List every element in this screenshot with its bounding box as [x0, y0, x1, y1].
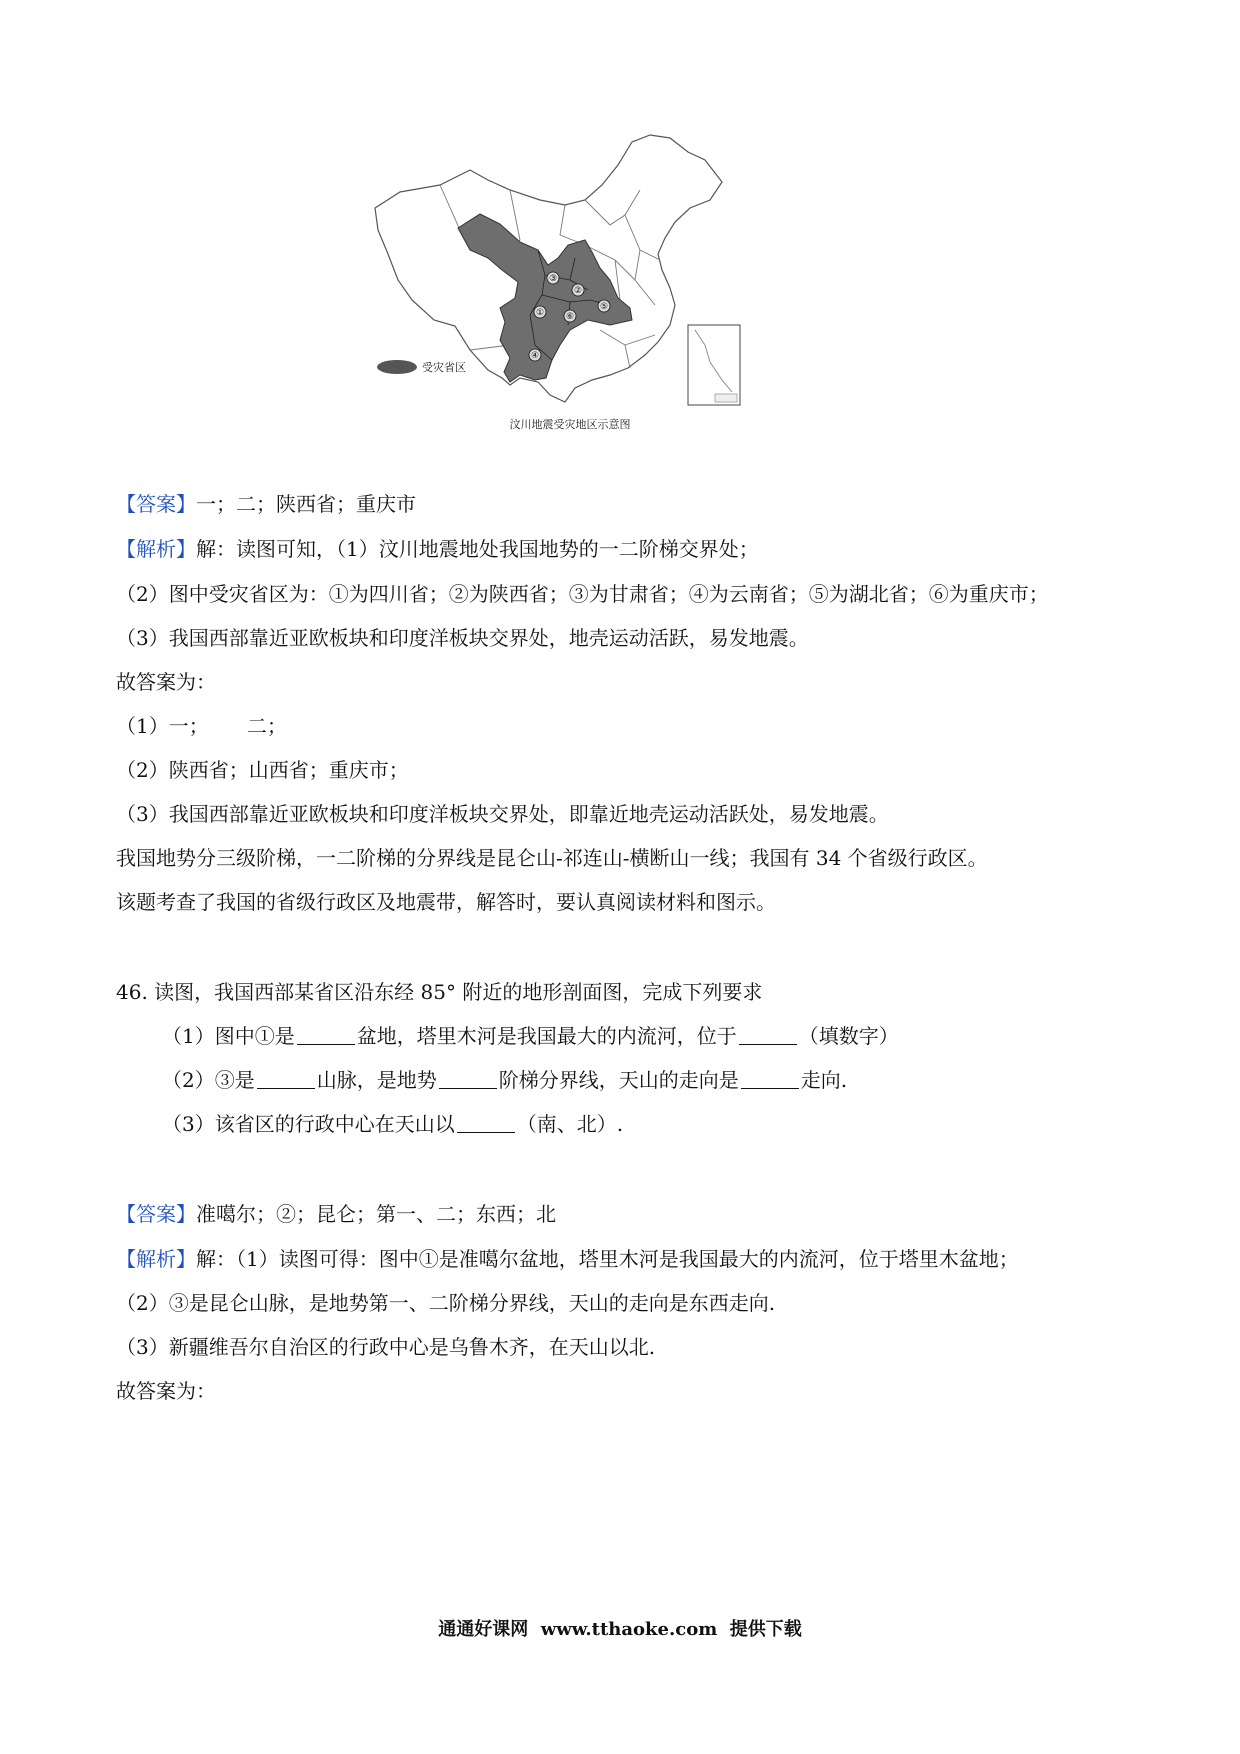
- legend-label: 受灾省区: [422, 361, 466, 374]
- figure-caption: 汶川地震受灾地区示意图: [509, 418, 631, 431]
- svg-text:④: ④: [530, 351, 540, 361]
- marker-2: [572, 284, 584, 296]
- svg-text:②: ②: [573, 286, 583, 296]
- answer-text: 一；二；陕西省；重庆市: [196, 492, 416, 516]
- q46-line-3: （3）新疆维吾尔自治区的行政中心是乌鲁木齐，在天山以北.: [116, 1335, 656, 1359]
- analysis-text: 解：（1）读图可得：图中①是准噶尔盆地，塔里木河是我国最大的内流河，位于塔里木盆地；: [196, 1247, 1019, 1271]
- analysis-text: 解：读图可知，（1）汶川地震地处我国地势的一二阶梯交界处；: [196, 537, 759, 561]
- svg-text:③: ③: [548, 274, 558, 284]
- marker-6: [564, 310, 576, 322]
- q45-line-5: （1）一； 二；: [116, 714, 287, 738]
- legend-swatch: [377, 360, 417, 374]
- page-footer: 通通好课网 www.tthaoke.com 提供下载: [438, 1619, 802, 1640]
- q45-line-4: 故答案为：: [116, 670, 216, 694]
- earthquake-map-figure: [370, 130, 770, 445]
- answer-text: 准噶尔；②；昆仑；第一、二；东西；北: [196, 1202, 556, 1226]
- marker-3: [547, 272, 559, 284]
- q45-line-6: （2）陕西省；山西省；重庆市；: [116, 758, 409, 782]
- q45-line-8: 我国地势分三级阶梯，一二阶梯的分界线是昆仑山-祁连山-横断山一线；我国有 34 个省级行政区。: [116, 846, 988, 870]
- q45-line-2: （2）图中受灾省区为：①为四川省；②为陕西省；③为甘肃省；④为云南省；⑤为湖北省；⑥为重庆市；: [116, 582, 1049, 606]
- q46-part-1: （1）图中①是 盆地，塔里木河是我国最大的内流河，位于 （填数字）: [162, 1024, 899, 1048]
- inset-box: [688, 325, 740, 405]
- marker-1: [534, 306, 546, 318]
- fill-blank: [297, 1026, 355, 1045]
- marker-4: [529, 349, 541, 361]
- marker-5: [598, 300, 610, 312]
- fill-blank: [739, 1026, 797, 1045]
- q46-line-4: 故答案为：: [116, 1379, 216, 1403]
- fill-blank: [439, 1070, 497, 1089]
- q45-line-3: （3）我国西部靠近亚欧板块和印度洋板块交界处，地壳运动活跃，易发地震。: [116, 626, 809, 650]
- fill-blank: [257, 1070, 315, 1089]
- q46-analysis: [116, 1245, 1019, 1273]
- q45-line-9: 该题考查了我国的省级行政区及地震带，解答时，要认真阅读材料和图示。: [116, 890, 776, 914]
- q46-line-2: （2）③是昆仑山脉，是地势第一、二阶梯分界线，天山的走向是东西走向.: [116, 1291, 776, 1315]
- svg-text:⑥: ⑥: [565, 312, 575, 322]
- china-map: [370, 130, 770, 445]
- q46-part-3: （3）该省区的行政中心在天山以 （南、北）.: [162, 1112, 624, 1136]
- q46-stem: 46. 读图，我国西部某省区沿东经 85° 附近的地形剖面图，完成下列要求: [116, 980, 763, 1004]
- q45-answer: [116, 490, 416, 518]
- answer-tag: 【答案】: [116, 492, 196, 516]
- analysis-tag: 【解析】: [116, 1247, 196, 1271]
- svg-text:⑤: ⑤: [599, 302, 609, 312]
- q45-line-7: （3）我国西部靠近亚欧板块和印度洋板块交界处，即靠近地壳运动活跃处，易发地震。: [116, 802, 889, 826]
- q46-answer: [116, 1200, 556, 1228]
- fill-blank: [741, 1070, 799, 1089]
- svg-text:①: ①: [535, 308, 545, 318]
- inset-label-box: [715, 394, 737, 402]
- fill-blank: [457, 1114, 515, 1133]
- answer-tag: 【答案】: [116, 1202, 196, 1226]
- analysis-tag: 【解析】: [116, 537, 196, 561]
- q46-part-2: （2）③是 山脉，是地势 阶梯分界线，天山的走向是 走向.: [162, 1068, 848, 1092]
- q45-analysis: [116, 535, 759, 563]
